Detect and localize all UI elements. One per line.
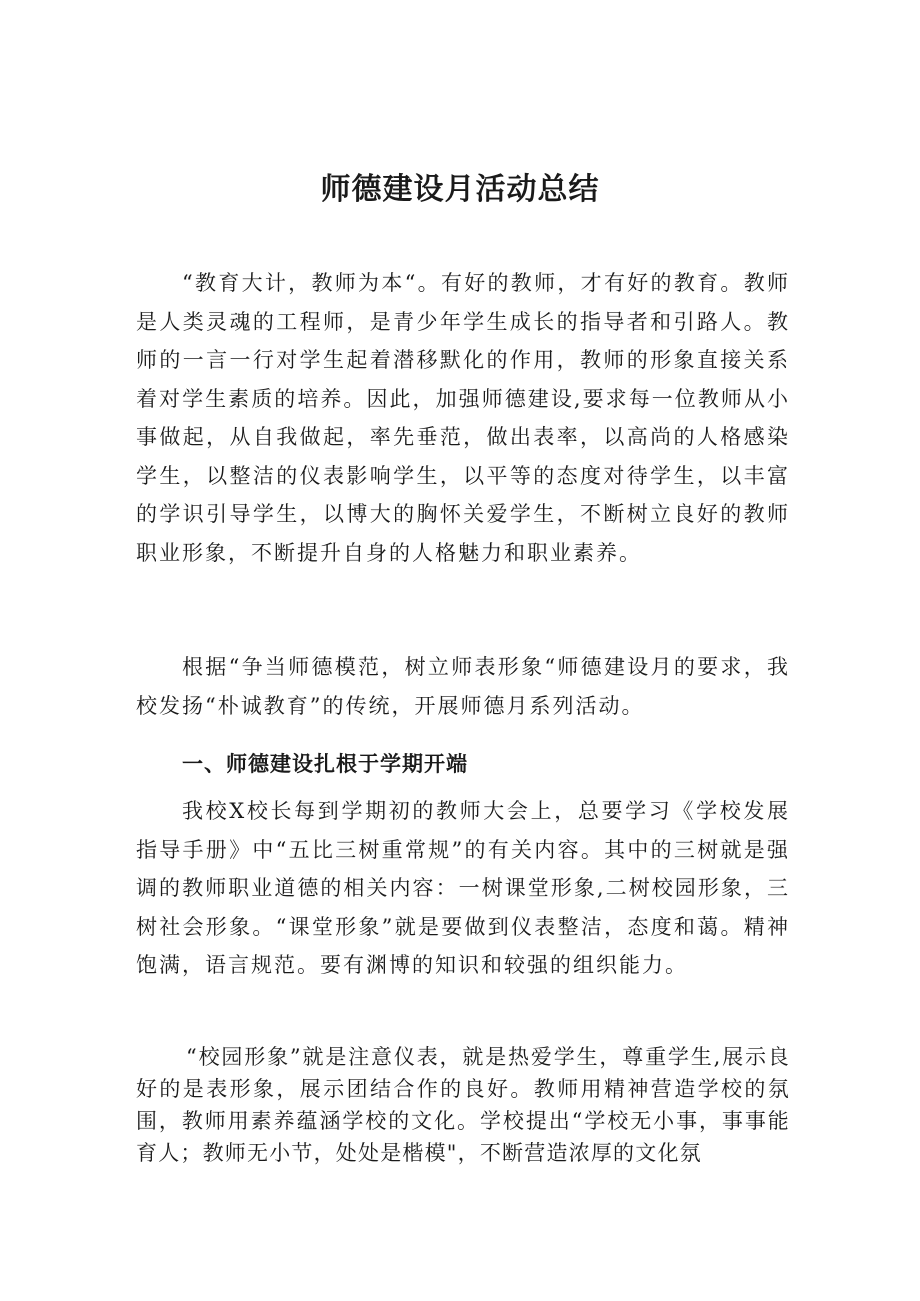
requirement-paragraph: 根据“争当师德模范，树立师表形象“师德建设月的要求，我校发扬“朴诚教育”的传统，开展师德月系列活动。	[136, 655, 790, 718]
section-heading-1: 一、师德建设扎根于学期开端	[182, 752, 468, 776]
document-title: 师德建设月活动总结	[320, 172, 600, 207]
intro-paragraph: “教育大计，教师为本“。有好的教师，才有好的教育。教师是人类灵魂的工程师，是青少年学生成长的指导者和引路人。教师的一言一行对学生起着潜移默化的作用，教师的形象直接关系着对学生素质的培养。因此，加强师德建设,要求每一位教师从小事做起，从自我做起，率先垂范，做出表率，以高尚的人格感染学生，以整洁的仪表影响学生，以平等的态度对待学生，以丰富的学识引导学生，以博大的胸怀关爱学生，不断树立良好的教师职业形象，不断提升自身的人格魅力和职业素养。	[136, 271, 790, 565]
campus-image-paragraph: “校园形象”就是注意仪表，就是热爱学生，尊重学生,展示良好的是表形象，展示团结合作的良好。教师用精神营造学校的氛围，教师用素养蕴涵学校的文化。学校提出“学校无小事，事事能育人；教师无小节，处处是楷模"，不断营造浓厚的文化氛	[136, 1045, 790, 1165]
section-1-paragraph: 我校X校长每到学期初的教师大会上，总要学习《学校发展指导手册》中“五比三树重常规”的有关内容。其中的三树就是强调的教师职业道德的相关内容：一树课堂形象,二树校园形象，三树社会形象。“课堂形象”就是要做到仪表整洁，态度和蔼。精神饱满，语言规范。要有渊博的知识和较强的组织能力。	[136, 799, 790, 977]
